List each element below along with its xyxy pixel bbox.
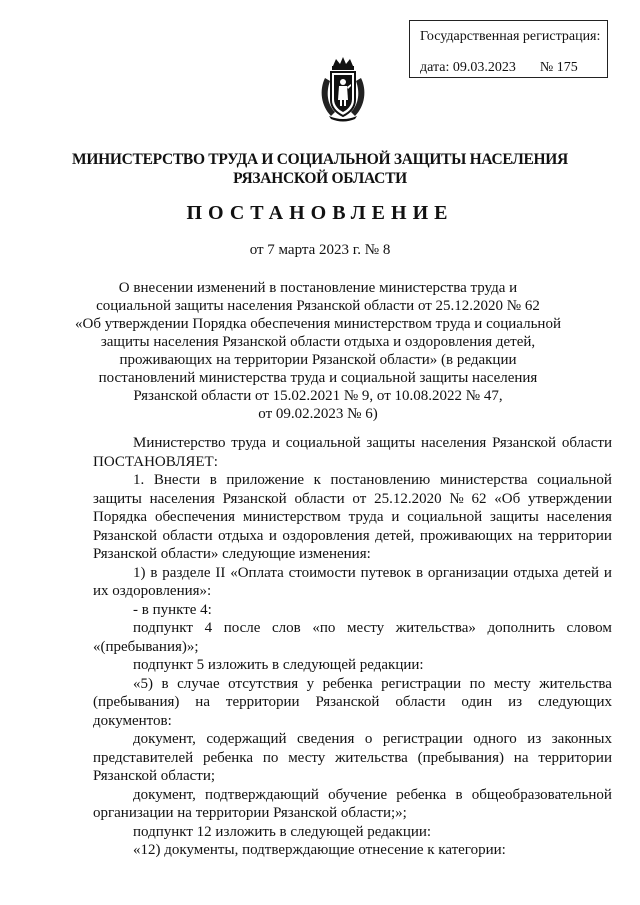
body-word: один — [461, 694, 493, 710]
body-word: 1) — [133, 564, 146, 581]
body-word: детей — [563, 564, 599, 581]
body-word: населения — [546, 509, 612, 525]
body-line — [93, 749, 612, 768]
body-word: документ, — [133, 731, 196, 747]
body-word: Рязанской — [315, 694, 380, 710]
body-word: дополнить — [487, 620, 555, 636]
body-word: одного — [473, 731, 517, 747]
body-word: отдыха — [513, 564, 559, 581]
registration-date: дата: 09.03.2023 — [420, 60, 516, 75]
body-line — [93, 508, 612, 527]
body-word: области — [162, 527, 213, 544]
body-word: от — [352, 490, 367, 507]
body-word: ребенка — [322, 675, 373, 692]
body-word: к — [313, 472, 321, 488]
body-word: месту — [493, 675, 531, 692]
body-word: представителей — [93, 749, 194, 766]
document-subject — [0, 279, 640, 423]
body-line: «(пребывания)»; — [93, 638, 199, 655]
body-word: социальной — [285, 435, 361, 451]
body-word: № — [449, 490, 464, 507]
body-word: «5) — [133, 675, 153, 692]
body-line: подпункт 5 изложить в следующей редакции: — [133, 657, 424, 673]
body-word: жительства» — [395, 620, 476, 636]
body-line: ПОСТАНОВЛЯЕТ: — [93, 453, 218, 470]
body-word: министерством — [242, 509, 341, 525]
body-line: - в пункте 4: — [133, 601, 212, 618]
body-word: месту — [347, 620, 385, 636]
body-word: и — [391, 509, 400, 525]
registration-number: № 175 — [539, 60, 578, 75]
body-line — [93, 527, 612, 546]
body-word: приложение — [226, 472, 305, 488]
body-word: и — [603, 564, 612, 581]
body-line: их оздоровления»: — [93, 583, 212, 599]
body-line — [93, 786, 612, 805]
body-word: «Об — [494, 490, 521, 507]
registration-stamp — [409, 20, 608, 78]
body-word: разделе — [162, 564, 211, 581]
body-word: защиты — [366, 435, 416, 451]
body-word: социальной — [537, 472, 612, 488]
body-line — [93, 730, 612, 749]
document-date: от 7 марта 2023 г. № 8 — [249, 242, 391, 258]
body-word: Внести — [153, 472, 201, 488]
body-word: общеобразовательной — [471, 786, 612, 803]
body-word: содержащий — [206, 731, 287, 747]
document-body — [93, 434, 612, 860]
subject-line: О внесении изменений в постановление министерства труда и — [118, 280, 518, 296]
body-word: в — [150, 564, 158, 581]
body-line: Рязанской области» следующие изменения: — [93, 546, 371, 562]
body-line — [93, 434, 612, 453]
body-word: ребенка — [203, 749, 253, 766]
document-type: ПОСТАНОВЛЕНИЕ — [186, 202, 454, 224]
body-word: из — [527, 731, 542, 747]
body-word: на — [195, 694, 210, 710]
body-line: подпункт 12 изложить в следующей редакции: — [133, 823, 432, 840]
body-word: защиты — [93, 490, 142, 507]
subject-line: «Об утверждении Порядка обеспечения министерством труда и социальной — [75, 316, 561, 332]
body-word: законных — [551, 731, 612, 747]
body-line — [93, 693, 612, 712]
body-word: подпункт — [133, 620, 193, 636]
body-line — [93, 490, 612, 509]
body-word: обучение — [328, 786, 388, 803]
body-word: Министерство — [133, 435, 226, 451]
body-word: организации — [427, 564, 509, 581]
body-word: области — [395, 694, 446, 710]
body-word: постановлению — [330, 472, 431, 488]
body-line: Рязанской области; — [93, 768, 216, 784]
body-word: территории — [538, 749, 612, 766]
body-word: (пребывания) — [93, 694, 180, 710]
registration-details — [420, 59, 607, 77]
body-word: (пребывания) — [417, 749, 504, 766]
body-word: труда — [348, 509, 384, 525]
body-word: «по — [312, 620, 336, 636]
body-word: подтверждающий — [205, 786, 319, 803]
body-word: 25.12.2020 — [374, 490, 442, 507]
body-word: утверждении — [528, 490, 612, 507]
subject-line: социальной защиты населения Рязанской области от 25.12.2020 № 62 — [96, 298, 540, 314]
ministry-title — [0, 150, 640, 188]
body-word: области — [294, 490, 345, 507]
subject-line: защиты населения Рязанской области отдыха и оздоровления детей, — [100, 334, 536, 350]
body-word: месту — [288, 749, 326, 766]
body-word: по — [262, 749, 279, 766]
body-word: ребенка — [396, 786, 447, 803]
subject-line: от 09.02.2023 № 6) — [258, 406, 378, 422]
body-word: Порядка — [93, 509, 148, 525]
body-word: отсутствия — [228, 675, 299, 692]
body-line: «12) документы, подтверждающие отнесение к категории: — [133, 842, 506, 858]
body-word: из — [508, 694, 523, 710]
body-word: по — [469, 675, 486, 692]
body-line — [93, 564, 612, 583]
body-word: территории — [538, 527, 612, 544]
body-word: сведения — [297, 731, 355, 747]
body-word: оздоровления — [282, 527, 370, 544]
body-word: и — [271, 435, 280, 451]
body-word: случае — [177, 675, 220, 692]
body-word: отдыха — [218, 527, 264, 544]
body-word: детей, — [375, 527, 415, 544]
body-line: организации на территории Рязанской области;»; — [93, 805, 407, 821]
ministry-title-line2: РЯЗАНСКОЙ ОБЛАСТИ — [233, 170, 407, 187]
body-word: жительства — [539, 675, 612, 692]
body-word: защиты — [490, 509, 539, 525]
body-word: в — [209, 472, 217, 488]
body-word: территории — [225, 694, 300, 710]
body-word: на — [513, 749, 529, 766]
body-word: 1. — [133, 472, 145, 488]
body-word: словом — [566, 620, 612, 636]
body-word: Рязанской — [222, 490, 287, 507]
body-word: регистрации — [381, 675, 462, 692]
body-word: жительства — [335, 749, 408, 766]
body-word: министерства — [439, 472, 528, 488]
body-line — [93, 471, 612, 490]
body-word: стоимости — [288, 564, 356, 581]
body-word: населения — [421, 435, 487, 451]
body-word: области — [561, 435, 612, 451]
body-word: обеспечения — [154, 509, 236, 525]
body-word: труда — [231, 435, 267, 451]
body-word: путевок — [360, 564, 412, 581]
body-word: в — [455, 786, 463, 803]
registration-title: Государственная регистрация: — [420, 29, 601, 44]
body-word: населения — [149, 490, 215, 507]
body-word: у — [306, 675, 315, 692]
body-word: слов — [272, 620, 301, 636]
subject-line: Рязанской области от 15.02.2021 № 9, от 10.08.2022 № 47, — [133, 388, 503, 404]
body-word: следующих — [537, 694, 612, 710]
subject-line: постановлений министерства труда и социальной защиты населения — [98, 370, 538, 386]
body-line: документов: — [93, 712, 172, 729]
body-word: Рязанской — [93, 527, 157, 544]
body-line — [93, 619, 612, 638]
body-word: социальной — [407, 509, 483, 525]
body-word: регистрации — [382, 731, 463, 747]
coat-of-arms-icon — [317, 56, 369, 122]
body-word: документ, — [133, 786, 196, 803]
body-word: в — [415, 564, 424, 581]
body-word: о — [364, 731, 373, 747]
body-word: 4 — [204, 620, 213, 636]
ministry-title-line1: МИНИСТЕРСТВО ТРУДА И СОЦИАЛЬНОЙ ЗАЩИТЫ НАСЕЛЕНИЯ — [72, 151, 568, 168]
body-word: II — [215, 564, 226, 581]
subject-line: проживающих на территории Рязанской области» (в редакции — [119, 352, 517, 368]
body-word: проживающих — [419, 527, 513, 544]
body-word: в — [161, 675, 169, 692]
body-line — [93, 675, 612, 694]
body-word: и — [268, 527, 277, 544]
body-word: Рязанской — [492, 435, 557, 451]
body-word: «Оплата — [230, 564, 284, 581]
body-word: на — [518, 527, 533, 544]
body-word: 62 — [471, 490, 487, 507]
body-word: после — [223, 620, 261, 636]
